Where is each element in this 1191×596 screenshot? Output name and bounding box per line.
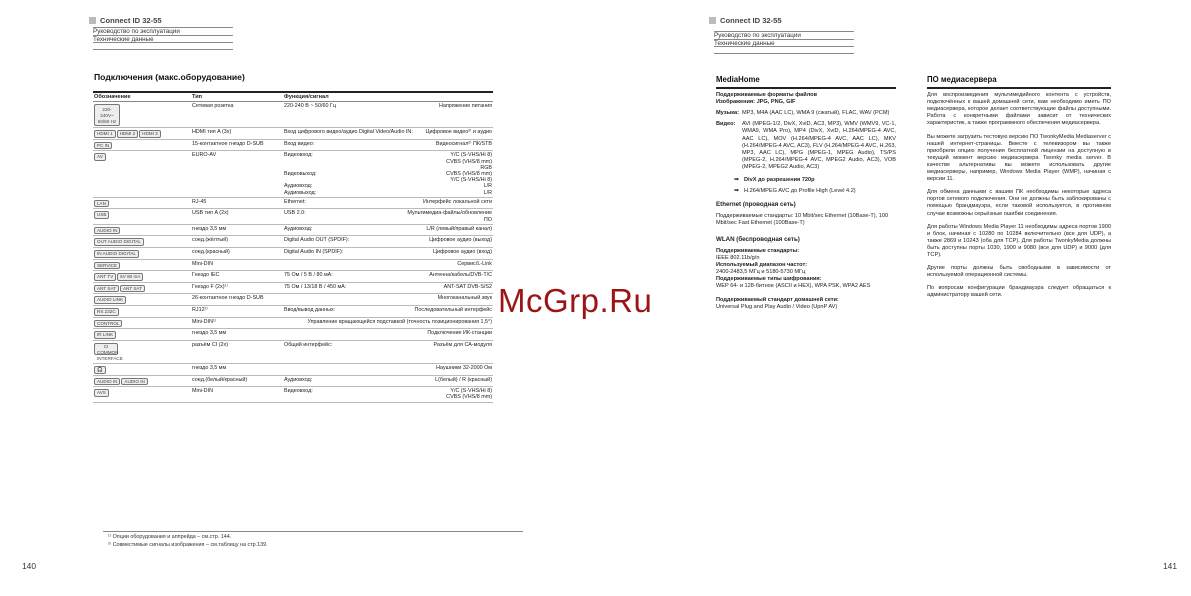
function-label: 220-240 В ~ 50/60 Гц [284, 103, 337, 110]
function-cell [283, 282, 493, 294]
footnotes [108, 533, 268, 549]
designation-cell [93, 305, 191, 317]
function-label: Ethernet: [284, 198, 306, 205]
function-label: 75 Ом / 5 В / 80 мА: [284, 272, 333, 279]
type-cell: USB тип A (2x) [191, 209, 283, 224]
function-label: Видеовход: [284, 388, 313, 395]
breadcrumb-item[interactable]: Руководство по эксплуатации [714, 31, 854, 39]
function-cell [283, 329, 493, 341]
type-cell: гнездо 3,5 мм [191, 224, 283, 236]
connector-icon: RS 232C [94, 308, 119, 316]
type-cell: RJ-45 [191, 197, 283, 209]
table-row [93, 317, 493, 329]
function-cell [283, 271, 493, 283]
designation-cell [93, 259, 191, 271]
type-cell: Гнездо F (2x)¹⁾ [191, 282, 283, 294]
designation-cell [93, 209, 191, 224]
designation-cell [93, 387, 191, 402]
wlan-std-label: Поддерживаемые стандарты: [716, 247, 800, 254]
wlan-std: IEEE 802.11b/g/n [716, 254, 760, 261]
function-line [284, 295, 492, 301]
footnote: ¹⁾ Опции оборудования и аппрейда – см.стр. 144. [108, 534, 232, 540]
function-label: USB 2.0: [284, 210, 306, 217]
ethernet-heading: Ethernet (проводная сеть) [716, 201, 796, 209]
connector-icon: AVS [94, 389, 109, 397]
function-line [284, 307, 492, 313]
function-value: Мультимедиа-файлы/обновление [407, 210, 492, 217]
function-cell [283, 340, 493, 363]
video-text: AVI (MPEG-1/2, DivX, XviD, AC3, MP3), WMV (WMV9, VC-1, WMA9, WMA Pro), MP4 (DivX, XviD, H.264/MPEG-4 AVC, AAC LC), MOV (H.264/MPEG-4 AVC, AAC LC), MKV (H.264/MPEG-4 AVC, AC3), FLV (H.264/MPEG-4 AVC, H.263, MP3, AAC LC), MPG (MPEG-1, MPEG Audio), TS/PS (MPEG-2, H.264/MPEG-4 AVC, MPEG2 Audio, AC3), VOB (MPEG-2, MPEG2 Audio, AC3) [742, 121, 896, 170]
connector-icon: HDMI 3 [139, 130, 161, 138]
table-row [93, 128, 493, 140]
breadcrumb-item[interactable]: Технические данные [93, 35, 233, 43]
server-paragraph: Для воспроизведения мультимедийного контента с устройств, подключённых к вашей домашней сети, вам необходимо иметь ПО медиасервера, которое делает соответствующие файлы доступными. Работа с конкретными файлами зависит от технических характеристик, а также программного обеспечения медиасервера. [927, 92, 1111, 127]
table-row [93, 102, 493, 128]
function-value: L/R [483, 183, 492, 190]
function-value: Y/C (S-VHS/Hi 8) [450, 152, 492, 159]
function-cell [283, 375, 493, 387]
function-line [284, 342, 492, 348]
mediahome-column [716, 76, 896, 311]
connector-icon: HDMI 1 [94, 130, 116, 138]
type-cell: 15-контактное гнездо D-SUB [191, 139, 283, 151]
designation-cell [93, 329, 191, 341]
table-row [93, 387, 493, 402]
type-cell: Сетевая розетка [191, 102, 283, 128]
table-row [93, 259, 493, 271]
function-line [284, 199, 492, 205]
function-line [284, 272, 492, 278]
music-text: MP3, M4A (AAC LC), WMA 9 (сжатый), FLAC, WAV (PCM) [742, 110, 890, 117]
type-cell: Гнездо IEC [191, 271, 283, 283]
type-cell: coeд.(белый/красный) [191, 375, 283, 387]
page-number: 141 [1163, 561, 1177, 571]
video-row [716, 121, 896, 171]
right-page [596, 0, 1191, 596]
doc-header [89, 16, 162, 25]
function-label: Ввод/вывод данных: [284, 306, 336, 313]
designation-cell [93, 102, 191, 128]
function-cell [283, 209, 493, 224]
function-label: Видеовыход: [284, 171, 317, 177]
footnote: ²⁾ Совместимые сигналы изображения – см.таблицу на стр.139. [108, 542, 268, 548]
function-line [284, 319, 492, 325]
wlan-freq: 2400-2483,5 МГц и 5180-5730 МГц [716, 268, 806, 275]
connector-icon: AUDIO IN [94, 227, 120, 235]
function-cell [283, 139, 493, 151]
table-row [93, 248, 493, 260]
bullet-item [734, 177, 896, 184]
server-paragraph: Другие порты должны быть свободными в зависимости от используемой операционной системы. [927, 265, 1111, 279]
function-cell [283, 128, 493, 140]
function-cell [283, 363, 493, 375]
function-cell [283, 294, 493, 306]
designation-cell [93, 197, 191, 209]
connector-icon: 🎧 [94, 366, 106, 374]
function-label: Digital Audio OUT (SPDIF): [284, 237, 350, 244]
function-label: Видеовход: [284, 152, 313, 159]
designation-cell [93, 317, 191, 329]
header-square-icon [709, 17, 716, 24]
function-label: Аудиовход: [284, 225, 313, 232]
function-value: Y/C (S-VHS/Hi 8) [450, 388, 492, 395]
connector-icon: IR LINK [94, 331, 116, 339]
table-row [93, 375, 493, 387]
function-line [284, 377, 492, 383]
connector-icon: AV [94, 153, 106, 161]
designation-cell [93, 363, 191, 375]
bullet-item [734, 188, 896, 195]
connector-icon: OUT AUDIO DIGITAL [94, 238, 144, 246]
connector-icon: AUDIO LINK [94, 296, 126, 304]
col-header: Обозначение [93, 92, 191, 102]
type-cell: HDMI тип A (3x) [191, 128, 283, 140]
connector-icon: ANT TV [94, 273, 116, 281]
function-line [284, 237, 492, 243]
table-row [93, 209, 493, 224]
connections-table [93, 91, 493, 403]
function-label: Аудиовход: [284, 183, 313, 190]
type-cell: EURO-AV [191, 151, 283, 197]
wlan-heading: WLAN (беспроводная сеть) [716, 235, 800, 243]
connector-icon: CONTROL [94, 320, 122, 328]
function-value: Видеосигнал²⁾ ПК/STB [435, 140, 492, 147]
table-row [93, 294, 493, 306]
function-cell [283, 387, 493, 402]
function-line [284, 261, 492, 267]
video-label: Видео: [716, 121, 736, 128]
function-label: Аудиовыход: [284, 189, 317, 196]
breadcrumb [714, 31, 854, 54]
designation-cell [93, 340, 191, 363]
breadcrumb-item[interactable]: Технические данные [714, 39, 854, 47]
function-value: L(белый) / R (красный) [435, 376, 492, 383]
function-line [284, 365, 492, 371]
brand-title: Connect ID 32-55 [720, 16, 782, 25]
function-cell [283, 236, 493, 248]
function-line [284, 141, 492, 147]
connector-icon: AUDIO IN [94, 378, 120, 386]
function-cell [283, 317, 493, 329]
function-value: Управление вращающейся подставкой (точность позиционирования 1,5°) [307, 318, 492, 325]
dlna-label: Поддерживаемый стандарт домашней сети: [716, 297, 839, 304]
table-row [93, 329, 493, 341]
formats-heading: Поддерживаемые форматы файлов [716, 92, 818, 99]
function-cell [283, 224, 493, 236]
table-row [93, 305, 493, 317]
function-label: 75 Ом / 13/18 В / 450 мА: [284, 283, 347, 290]
table-row [93, 139, 493, 151]
dlna-text: Universal Plug and Play Audio / Video (UpnP AV) [716, 304, 838, 311]
ethernet-text: Поддерживаемые стандарты: 10 Mbit/sec Ethernet (10Base-T), 100 Mbit/sec Fast Ethernet (100Base-T) [716, 213, 889, 227]
designation-cell [93, 294, 191, 306]
function-cell [283, 197, 493, 209]
function-value: Разъём для СА-модуля [433, 341, 492, 348]
breadcrumb-item[interactable]: Руководство по эксплуатации [93, 27, 233, 35]
connector-icon: ANT SAT [94, 285, 119, 293]
function-value: L/R (левый/правый канал) [426, 225, 492, 232]
function-value: Сервис/L-Link [457, 260, 492, 267]
type-cell: coeд.(жёлтый) [191, 236, 283, 248]
page-number: 140 [22, 561, 36, 571]
function-value: Напряжение питания [439, 103, 492, 110]
brand-title: Connect ID 32-55 [100, 16, 162, 25]
type-cell: RJ12¹⁾ [191, 305, 283, 317]
function-label: Digital Audio IN (SPDIF): [284, 249, 344, 255]
function-value: ПО [483, 216, 492, 223]
type-cell: Mini-DIN¹⁾ [191, 317, 283, 329]
function-label: Вход цифрового видео/аудио Digital Video/Audio IN: [284, 129, 413, 136]
designation-cell [93, 151, 191, 197]
function-line [284, 284, 492, 290]
type-cell: разъём CI (2x) [191, 340, 283, 363]
type-cell: 26-контактное гнездо D-SUB [191, 294, 283, 306]
connector-icon: LAN [94, 200, 109, 208]
type-cell: гнездо 3,5 мм [191, 329, 283, 341]
section-title: ПО медиасервера [927, 75, 997, 84]
function-cell [283, 102, 493, 128]
section-title: MediaHome [716, 75, 760, 84]
bullet-text: DivX до разрешения 720p [744, 177, 815, 184]
type-cell: Mini-DIN [191, 259, 283, 271]
function-line [284, 129, 492, 135]
table-row [93, 282, 493, 294]
server-paragraph: По вопросам конфигурации брандмауэра следует обращаться к администратору вашей сети. [927, 285, 1111, 299]
connector-icon: IN AUDIO DIGITAL [94, 250, 139, 258]
server-paragraph: Для работы Windows Media Player 11 необходимы адреса портов 1900 и блок, начиная с 10280 по 10284 включительно (все для UDP), а также 2869 и 10243 (оба для TCP). Для работы TwonkyMedia должны быть доступны порты 1030, 1900 и 9080 (все для UDP) и 9000 (для TCP). [927, 223, 1111, 258]
designation-cell [93, 224, 191, 236]
function-line [284, 249, 492, 255]
table-row [93, 151, 493, 197]
connector-icon: 220-240V~ 50/60 Hz [94, 104, 120, 126]
function-value: Последовательный интерфейс [414, 306, 492, 313]
function-value: CVBS (VHS/8 mm) [446, 171, 492, 177]
wlan-enc-label: Поддерживаемые типы шифрования: [716, 275, 822, 282]
header-square-icon [89, 17, 96, 24]
footnote-divider [103, 531, 523, 532]
breadcrumb-blank [714, 46, 854, 54]
connector-icon: HDMI 2 [117, 130, 139, 138]
connector-icon: 5V 80 mA [117, 273, 143, 281]
doc-header [709, 16, 782, 25]
function-value: Цифровое аудио (выход) [429, 237, 492, 244]
function-cell [283, 248, 493, 260]
function-label: Аудиовход: [284, 376, 313, 383]
type-cell: coeд.(красный) [191, 248, 283, 260]
function-value: Y/C (S-VHS/Hi 8) [450, 177, 492, 184]
server-paragraph: Вы можете загрузить тестовую версию ПО TwonkyMedia Mediaserver с нашей интернет-страницы. Вместе с телевизором вы также приобрели опцию получения бесплатной лицензии на доступную в текущий момент версию медиасервера Twonky media server. В качестве альтернативы вы можете использовать другие медиасерверы, например, Windows Media Player (WMP), начиная с версии 11. [927, 133, 1111, 183]
function-label: Общий интерфейс: [284, 341, 333, 348]
bullet-text: H.264/MPEG AVC до Profile High (Level 4.2) [744, 188, 856, 195]
function-line [284, 103, 492, 109]
arrow-icon: ➡ [734, 177, 740, 184]
designation-cell [93, 139, 191, 151]
section-rule [927, 87, 1111, 89]
table-row [93, 197, 493, 209]
table-row [93, 363, 493, 375]
type-cell: гнездо 3,5 мм [191, 363, 283, 375]
watermark: McGrp.Ru [498, 282, 653, 319]
section-rule [716, 87, 896, 89]
function-line [284, 394, 492, 400]
function-value: Цифровое аудио (вход) [433, 249, 492, 255]
function-value: Цифровое видео²⁾ и аудио [425, 129, 492, 136]
music-row [716, 110, 896, 117]
wlan-freq-label: Используемый диапазон частот: [716, 261, 808, 268]
table-row [93, 271, 493, 283]
function-value: CVBS (VHS/8 mm) [446, 158, 492, 165]
function-cell [283, 151, 493, 197]
designation-cell [93, 271, 191, 283]
breadcrumb-blank [93, 42, 233, 50]
function-value: Интерфейс локальной сети [422, 198, 492, 205]
designation-cell [93, 248, 191, 260]
designation-cell [93, 236, 191, 248]
table-row [93, 224, 493, 236]
designation-cell [93, 128, 191, 140]
function-value: CVBS (VHS/8 mm) [446, 394, 492, 401]
connector-icon: PC IN [94, 142, 112, 150]
images-line: Изображения: JPG, PNG, GIF [716, 99, 796, 106]
designation-cell [93, 282, 191, 294]
breadcrumb [93, 27, 233, 50]
connector-icon: SERVICE [94, 262, 120, 270]
connector-icon: CI COMMON INTERFACE [94, 343, 118, 355]
function-cell [283, 305, 493, 317]
function-value: Антенна/кабель/DVB-T/C [429, 272, 492, 279]
music-label: Музыка: [716, 110, 740, 117]
connector-icon: ANT SAT [120, 285, 145, 293]
wlan-enc: WEP 64- и 128-битное (ASCII и HEX), WPA PSK, WPA2 AES [716, 283, 871, 290]
page-title: Подключения (макс.оборудование) [94, 72, 245, 82]
function-line [284, 217, 492, 223]
arrow-icon: ➡ [734, 188, 740, 195]
table-row [93, 340, 493, 363]
type-cell: Mini-DIN [191, 387, 283, 402]
function-line [284, 330, 492, 336]
col-header: Тип [191, 92, 283, 102]
col-header: Функция/сигнал [283, 92, 493, 102]
function-line [284, 190, 492, 196]
function-label: Вход видео: [284, 140, 315, 147]
server-paragraph: Для обмена данными с вашим ПК необходимы некоторые адреса портов сетевого подключения. Они не должны быть заблокированы с помощью брандмауэра, если таковой используется, в противном случае возможны серьёзные ошибки соединения. [927, 189, 1111, 217]
connector-icon: USB [94, 211, 109, 219]
function-value: L/R [483, 189, 492, 196]
designation-cell [93, 375, 191, 387]
function-value: Наушники 32-2000 Ом [436, 364, 492, 371]
function-value: Подключение ИК-станции [427, 330, 492, 337]
function-line [284, 226, 492, 232]
function-value: RGB [480, 164, 492, 171]
server-column [927, 76, 1111, 305]
table-row [93, 236, 493, 248]
function-value: Многоканальный звук [437, 295, 492, 302]
function-value: ANT-SAT DVB-S/S2 [443, 283, 492, 290]
connector-icon: AUDIO IN [121, 378, 147, 386]
function-cell [283, 259, 493, 271]
